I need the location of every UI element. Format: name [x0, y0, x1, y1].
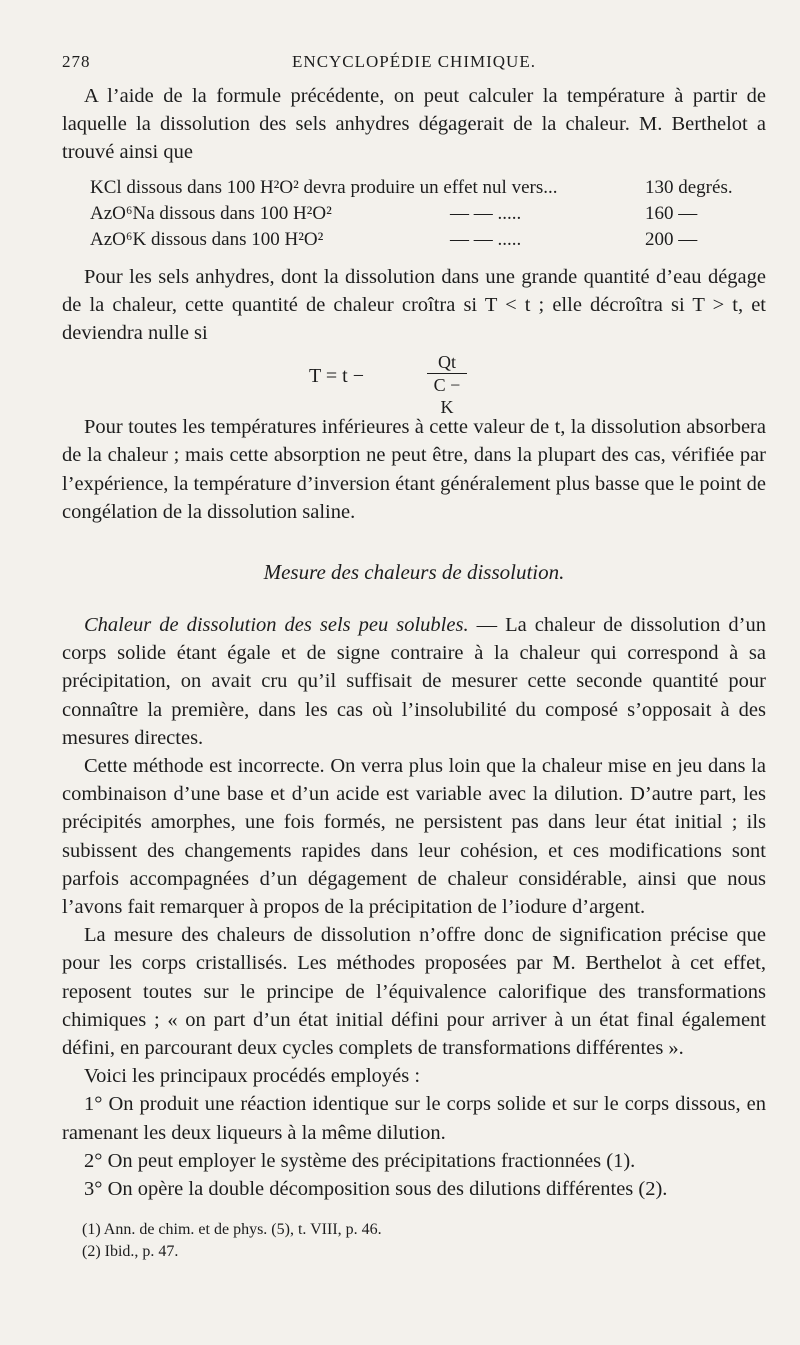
- row-value: 130 degrés.: [645, 176, 733, 198]
- row-substance: KCl dissous dans 100 H²O² devra produire un effet nul vers...: [90, 176, 558, 198]
- row-substance: AzO⁶K dissous dans 100 H²O²: [90, 228, 324, 250]
- running-title: ENCYCLOPÉDIE CHIMIQUE.: [292, 52, 536, 71]
- page: [62, 52, 766, 1263]
- paragraph: Pour les sels anhydres, dont la dissolution dans une grande quantité d’eau dégage de la chaleur, cette quantité de chaleur croîtra si T < t ; elle décroîtra si T > t, et deviendra nulle si: [62, 265, 766, 345]
- row-substance: AzO⁶Na dissous dans 100 H²O²: [90, 202, 332, 224]
- row-value: 200 —: [645, 228, 698, 250]
- page-header: [62, 52, 766, 82]
- row-value: 160 —: [645, 202, 698, 224]
- list-item: 1° On produit une réaction identique sur le corps solide et sur le corps dissous, en ramenant les deux liqueurs à la même dilution.: [62, 1093, 766, 1144]
- formula-numerator: Qt: [427, 351, 467, 374]
- footnotes: [62, 1219, 766, 1263]
- paragraph: Pour toutes les températures inférieures à cette valeur de t, la dissolution absorbera de la chaleur ; mais cette absorption ne peut être, dans la plupart des cas, vérifiée par l’expérience, la température d’inversion étant généralement plus basse que le point de congélation de la dissolution saline.: [62, 416, 766, 523]
- list-item: 3° On opère la double décomposition sous des dilutions différentes (2).: [84, 1178, 668, 1201]
- table-row: [90, 227, 766, 253]
- list-item: 2° On peut employer le système des précipitations fractionnées (1).: [84, 1149, 636, 1172]
- paragraph: [62, 611, 766, 752]
- inversion-formula: [62, 351, 766, 418]
- formula-lhs: T = t −: [309, 365, 364, 388]
- row-dots: — — .....: [450, 228, 522, 250]
- section-heading: Mesure des chaleurs de dissolution.: [263, 560, 565, 585]
- footnote: (1) Ann. de chim. et de phys. (5), t. VIII, p. 46.: [82, 1221, 382, 1239]
- sub-heading: Chaleur de dissolution des sels peu solubles.: [84, 614, 469, 637]
- row-dots: — — .....: [450, 202, 522, 224]
- paragraph: Voici les principaux procédés employés :: [84, 1065, 421, 1088]
- footnote: (2) Ibid., p. 47.: [82, 1243, 179, 1261]
- table-row: [90, 201, 766, 227]
- dissolution-temperature-table: [90, 175, 766, 253]
- paragraph-text: — La chaleur de dissolution d’un corps solide étant égale et de signe contraire à la chaleur qui correspond à sa précipitation, on avait cru qu’il suffisait de mesurer cette seconde quantité pour connaître la première, dans les cas où l’insolubilité du composé s’opposait à des mesures directes.: [62, 614, 767, 749]
- page-number: 278: [62, 52, 91, 71]
- table-row: [90, 175, 766, 201]
- formula-denominator: C − K: [433, 375, 461, 418]
- intro-paragraph: A l’aide de la formule précédente, on peut calculer la température à partir de laquelle la dissolution des sels anhydres dégagerait de la chaleur. M. Berthelot a trouvé ainsi que: [62, 85, 766, 164]
- paragraph: La mesure des chaleurs de dissolution n’offre donc de signification précise que pour les corps cristallisés. Les méthodes proposées par M. Berthelot à cet effet, reposent toutes sur le principe de l’équivalence calorifique des transformations chimiques ; « on part d’un état initial défini pour arriver à un état final également défini, en parcourant deux cycles complets de transformations différentes ».: [62, 924, 766, 1060]
- formula-fraction: [427, 351, 467, 418]
- paragraph: Cette méthode est incorrecte. On verra plus loin que la chaleur mise en jeu dans la combinaison d’une base et d’un acide est variable avec la dilution. D’autre part, les précipités amorphes, une fois formés, ne persistent pas dans leur état initial ; ils subissent des changements rapides dans leur cohésion, et ces modifications sont parfois accompagnées d’un dégagement de chaleur considérable, ainsi que nous l’avons fait remarquer à propos de la précipitation de l’iodure d’argent.: [62, 755, 766, 919]
